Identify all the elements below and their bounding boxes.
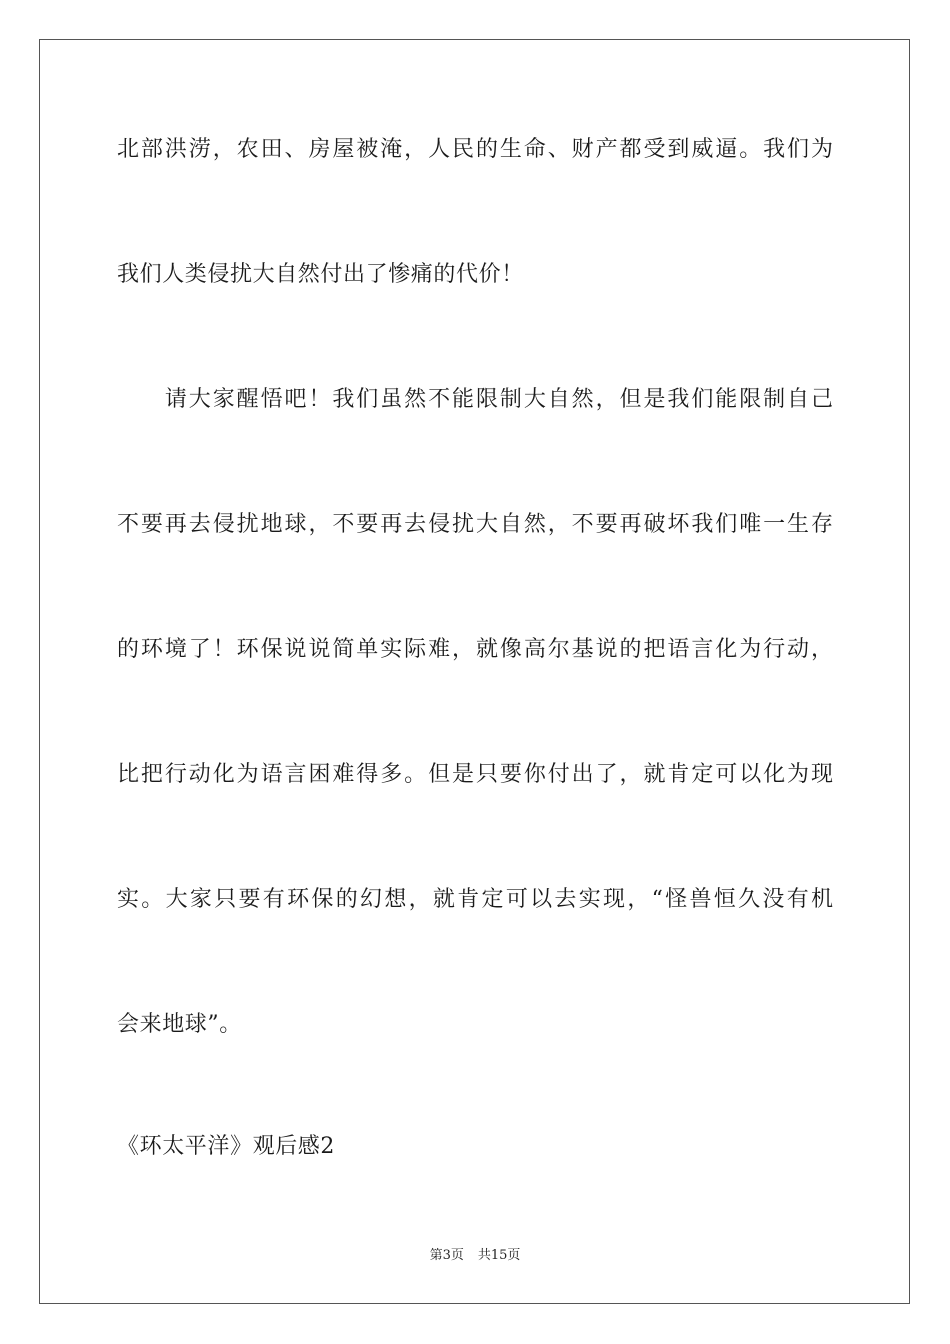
section-heading: 《环太平洋》观后感2: [117, 1134, 335, 1159]
body-text-line: 北部洪涝，农田、房屋被淹，人民的生命、财产都受到威逼。我们为: [117, 137, 833, 162]
body-text-line: 请大家醒悟吧！我们虽然不能限制大自然，但是我们能限制自己: [117, 387, 833, 412]
body-text-line: 不要再去侵扰地球，不要再去侵扰大自然，不要再破坏我们唯一生存: [117, 512, 833, 537]
body-text-line: 会来地球”。: [117, 1012, 242, 1037]
body-text-line: 的环境了！环保说说简单实际难，就像高尔基说的把语言化为行动，: [117, 637, 833, 662]
body-text-line: 实。大家只要有环保的幻想，就肯定可以去实现，“怪兽恒久没有机: [117, 887, 833, 912]
page-number: 第3页: [429, 1248, 464, 1263]
page-footer: [0, 1247, 950, 1265]
body-text-line: 比把行动化为语言困难得多。但是只要你付出了，就肯定可以化为现: [117, 762, 833, 787]
page-border: [39, 39, 910, 1304]
page-total: 共15页: [477, 1248, 521, 1263]
body-text-line: 我们人类侵扰大自然付出了惨痛的代价！: [117, 262, 524, 287]
